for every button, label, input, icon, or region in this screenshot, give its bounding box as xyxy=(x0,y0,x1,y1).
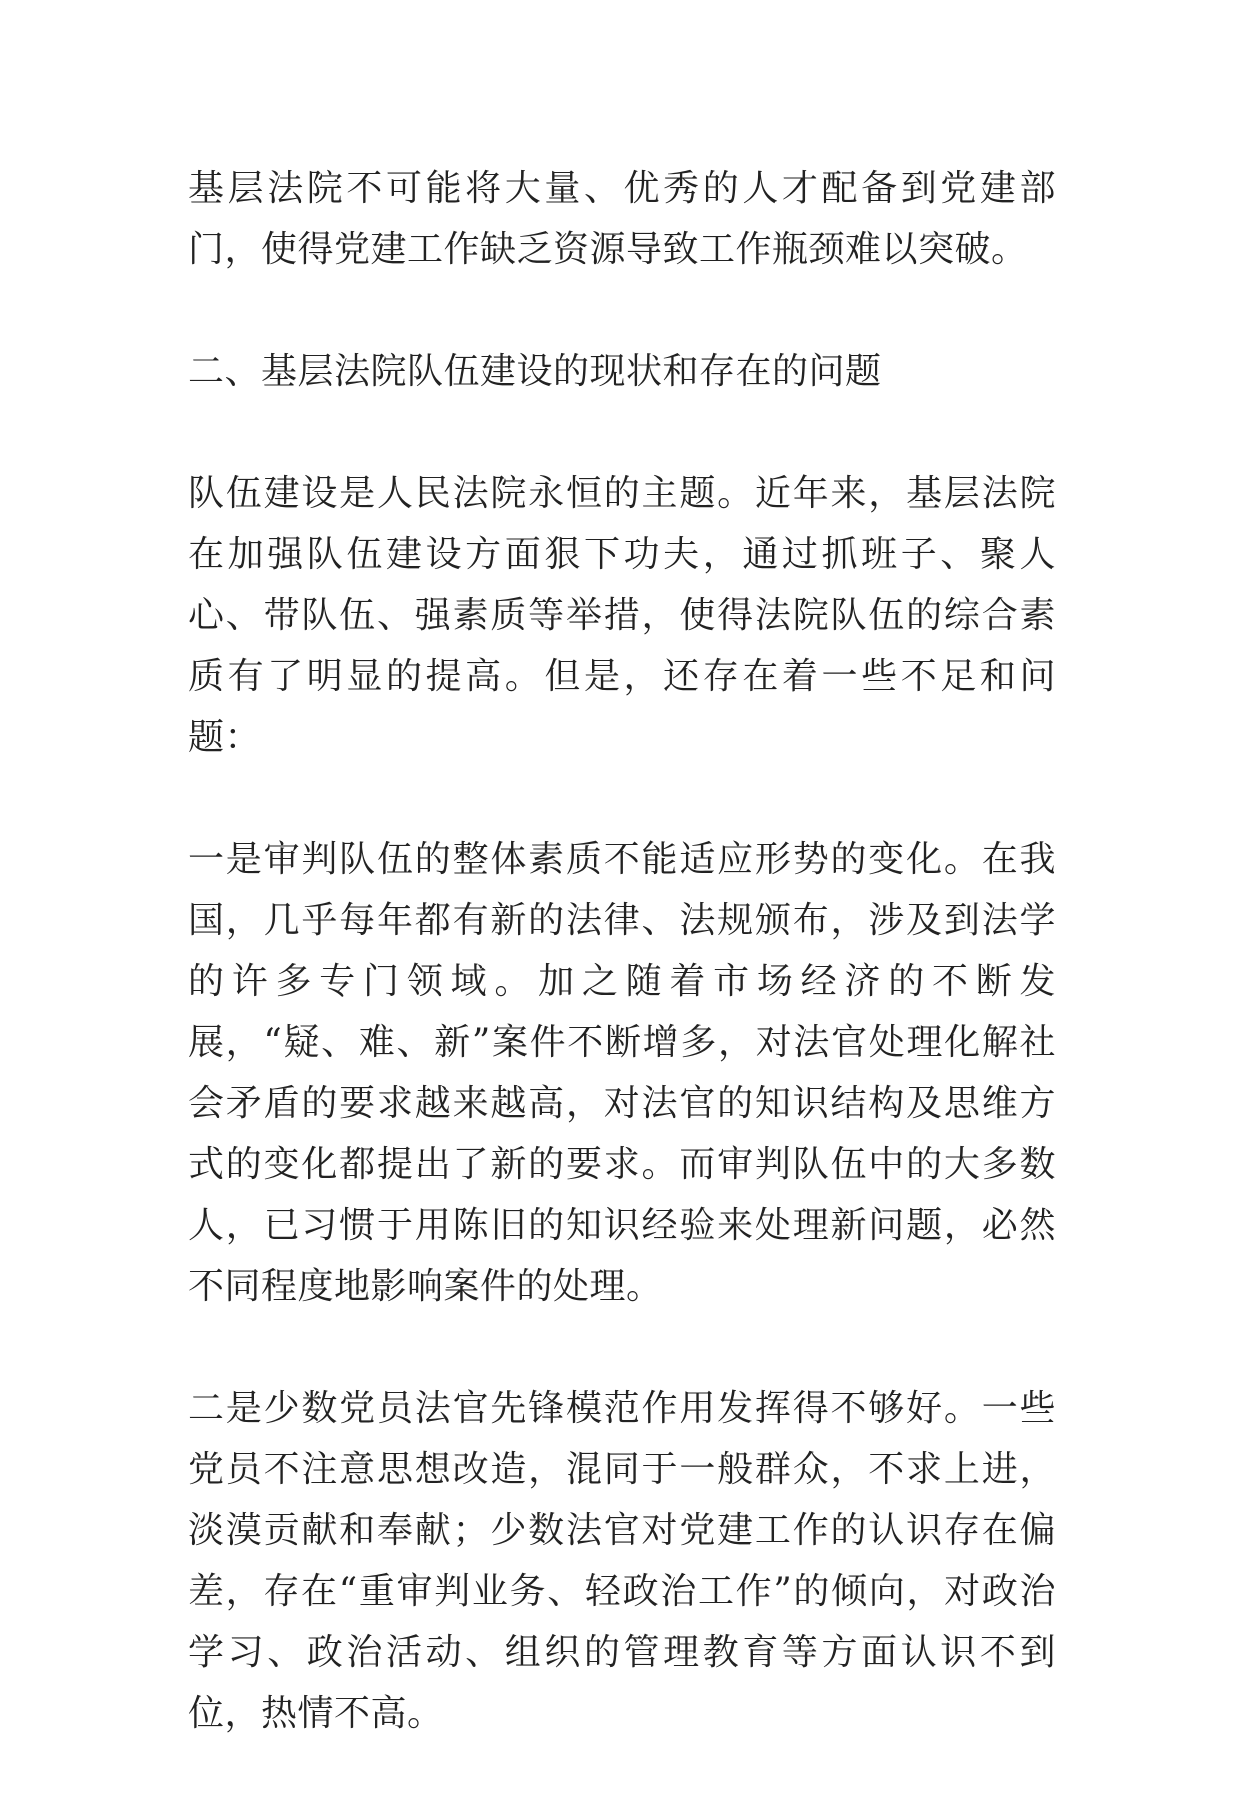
paragraph-party-building-resources: 基层法院不可能将大量、优秀的人才配备到党建部门，使得党建工作缺乏资源导致工作瓶颈难以突破。 xyxy=(188,168,1056,270)
paragraph-team-building-intro: 队伍建设是人民法院永恒的主题。近年来，基层法院在加强队伍建设方面狠下功夫，通过抓班子、聚人心、带队伍、强素质等举措，使得法院队伍的综合素质有了明显的提高。但是，还存在着一些不足和问题： xyxy=(188,473,1056,758)
section-heading: 二、基层法院队伍建设的现状和存在的问题 xyxy=(188,351,882,392)
paragraph-issue-two: 二是少数党员法官先锋模范作用发挥得不够好。一些党员不注意思想改造，混同于一般群众，不求上进，淡漠贡献和奉献；少数法官对党建工作的认识存在偏差，存在“重审判业务、轻政治工作”的倾向，对政治学习、政治活动、组织的管理教育等方面认识不到位，热情不高。 xyxy=(188,1388,1056,1734)
document-body xyxy=(188,158,1056,1805)
paragraph-issue-one: 一是审判队伍的整体素质不能适应形势的变化。在我国，几乎每年都有新的法律、法规颁布，涉及到法学的许多专门领域。加之随着市场经济的不断发展，“疑、难、新”案件不断增多，对法官处理化解社会矛盾的要求越来越高，对法官的知识结构及思维方式的变化都提出了新的要求。而审判队伍中的大多数人，已习惯于用陈旧的知识经验来处理新问题，必然不同程度地影响案件的处理。 xyxy=(188,839,1056,1307)
